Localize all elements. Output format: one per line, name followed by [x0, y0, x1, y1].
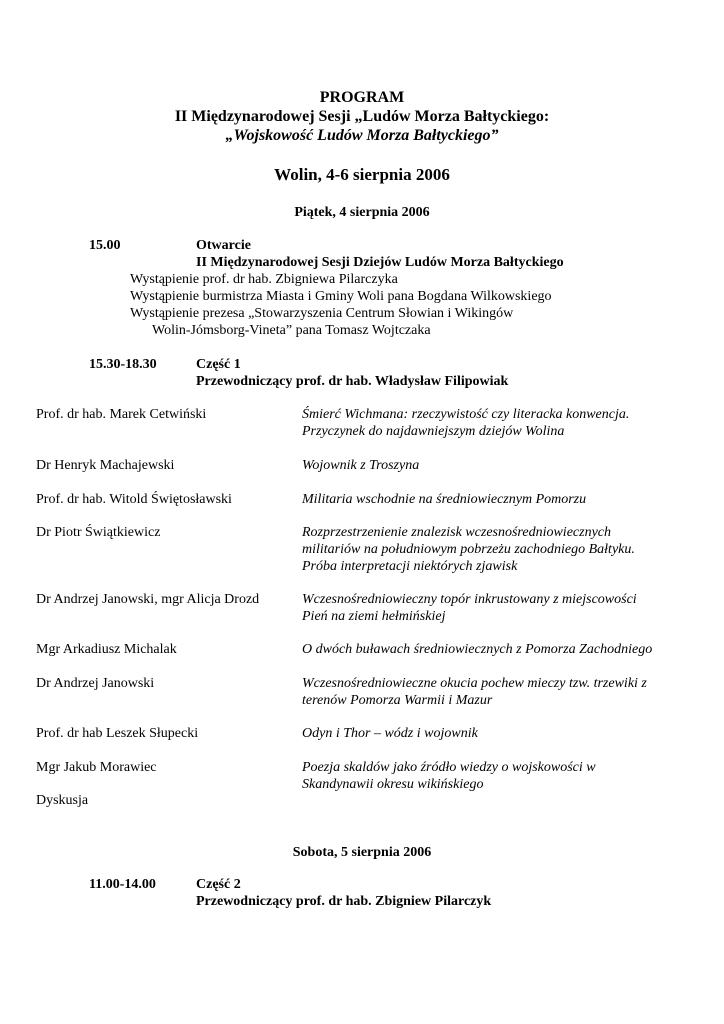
opening-subtitle: II Międzynarodowej Sesji Dziejów Ludów Morza Bałtyckiego	[196, 255, 564, 270]
talk-speaker: Dr Andrzej Janowski, mgr Alicja Drozd	[36, 592, 260, 607]
talk-speaker: Prof. dr hab Leszek Słupecki	[36, 726, 199, 741]
talk-title-line: Śmierć Wichmana: rzeczywistość czy literacka konwencja.	[302, 407, 630, 422]
talk-speaker: Mgr Jakub Morawiec	[36, 760, 157, 775]
talk-speaker: Dr Piotr Świątkiewicz	[36, 525, 161, 540]
talk-title	[302, 759, 692, 793]
talk-speaker: Prof. dr hab. Witold Świętosławski	[36, 492, 232, 507]
discussion-label: Dyskusja	[36, 793, 89, 808]
program-heading: PROGRAM	[319, 89, 405, 106]
opening-speech: Wystąpienie prof. dr hab. Zbigniewa Pilarczyka	[130, 272, 398, 287]
talk-title	[302, 524, 692, 575]
part2-time: 11.00-14.00	[89, 877, 156, 892]
talk-title-line: Wojownik z Troszyna	[302, 458, 420, 473]
talk-title	[302, 641, 692, 658]
talk-title-line: O dwóch buławach średniowiecznych z Pomorza Zachodniego	[302, 642, 653, 657]
talk-title-line: Militaria wschodnie na średniowiecznym Pomorzu	[302, 492, 587, 507]
talk-title	[302, 491, 692, 508]
talk-title-line: Poezja skaldów jako źródło wiedzy o wojskowości w	[302, 760, 596, 775]
talk-title	[302, 406, 692, 440]
day1-heading: Piątek, 4 sierpnia 2006	[294, 205, 430, 220]
talk-title	[302, 591, 692, 625]
talk-title	[302, 725, 692, 742]
talk-title-line: Odyn i Thor – wódz i wojownik	[302, 726, 478, 741]
opening-speech: Wolin-Jómsborg-Vineta” pana Tomasz Wojtczaka	[152, 323, 431, 338]
opening-time: 15.00	[89, 238, 121, 253]
part1-title: Część 1	[196, 357, 241, 372]
talk-speaker: Mgr Arkadiusz Michalak	[36, 642, 177, 657]
opening-title: Otwarcie	[196, 238, 251, 253]
talk-title-line: Wczesnośredniowieczne okucia pochew mieczy tzw. trzewiki z	[302, 676, 647, 691]
place-date: Wolin, 4-6 sierpnia 2006	[274, 165, 450, 184]
talk-title-line: militariów na południowym pobrzeżu zachodniego Bałtyku.	[302, 542, 635, 557]
talk-title	[302, 675, 692, 709]
talk-title	[302, 457, 692, 474]
opening-speech: Wystąpienie prezesa „Stowarzyszenia Centrum Słowian i Wikingów	[130, 306, 514, 321]
part2-title: Część 2	[196, 877, 241, 892]
part1-time: 15.30-18.30	[89, 357, 157, 372]
day2-heading: Sobota, 5 sierpnia 2006	[292, 845, 432, 860]
talk-speaker: Prof. dr hab. Marek Cetwiński	[36, 407, 207, 422]
talk-title-line: Przyczynek do najdawniejszym dziejów Wolina	[302, 424, 565, 439]
talk-title-line: terenów Pomorza Warmii i Mazur	[302, 693, 493, 708]
talk-speaker: Dr Henryk Machajewski	[36, 458, 175, 473]
talk-title-line: Pień na ziemi hełmińskiej	[302, 609, 446, 624]
part2-chair: Przewodniczący prof. dr hab. Zbigniew Pilarczyk	[196, 894, 492, 909]
session-title: II Międzynarodowej Sesji „Ludów Morza Bałtyckiego:	[174, 108, 550, 125]
talk-title-line: Skandynawii okresu wikińskiego	[302, 777, 484, 792]
talk-speaker: Dr Andrzej Janowski	[36, 676, 155, 691]
session-theme: „Wojskowość Ludów Morza Bałtyckiego”	[225, 127, 499, 144]
part1-chair: Przewodniczący prof. dr hab. Władysław Filipowiak	[196, 374, 509, 389]
talk-title-line: Próba interpretacji niektórych zjawisk	[302, 559, 518, 574]
talk-title-line: Rozprzestrzenienie znalezisk wczesnośredniowiecznych	[302, 525, 611, 540]
opening-speech: Wystąpienie burmistrza Miasta i Gminy Woli pana Bogdana Wilkowskiego	[130, 289, 552, 304]
talk-title-line: Wczesnośredniowieczny topór inkrustowany z miejscowości	[302, 592, 637, 607]
